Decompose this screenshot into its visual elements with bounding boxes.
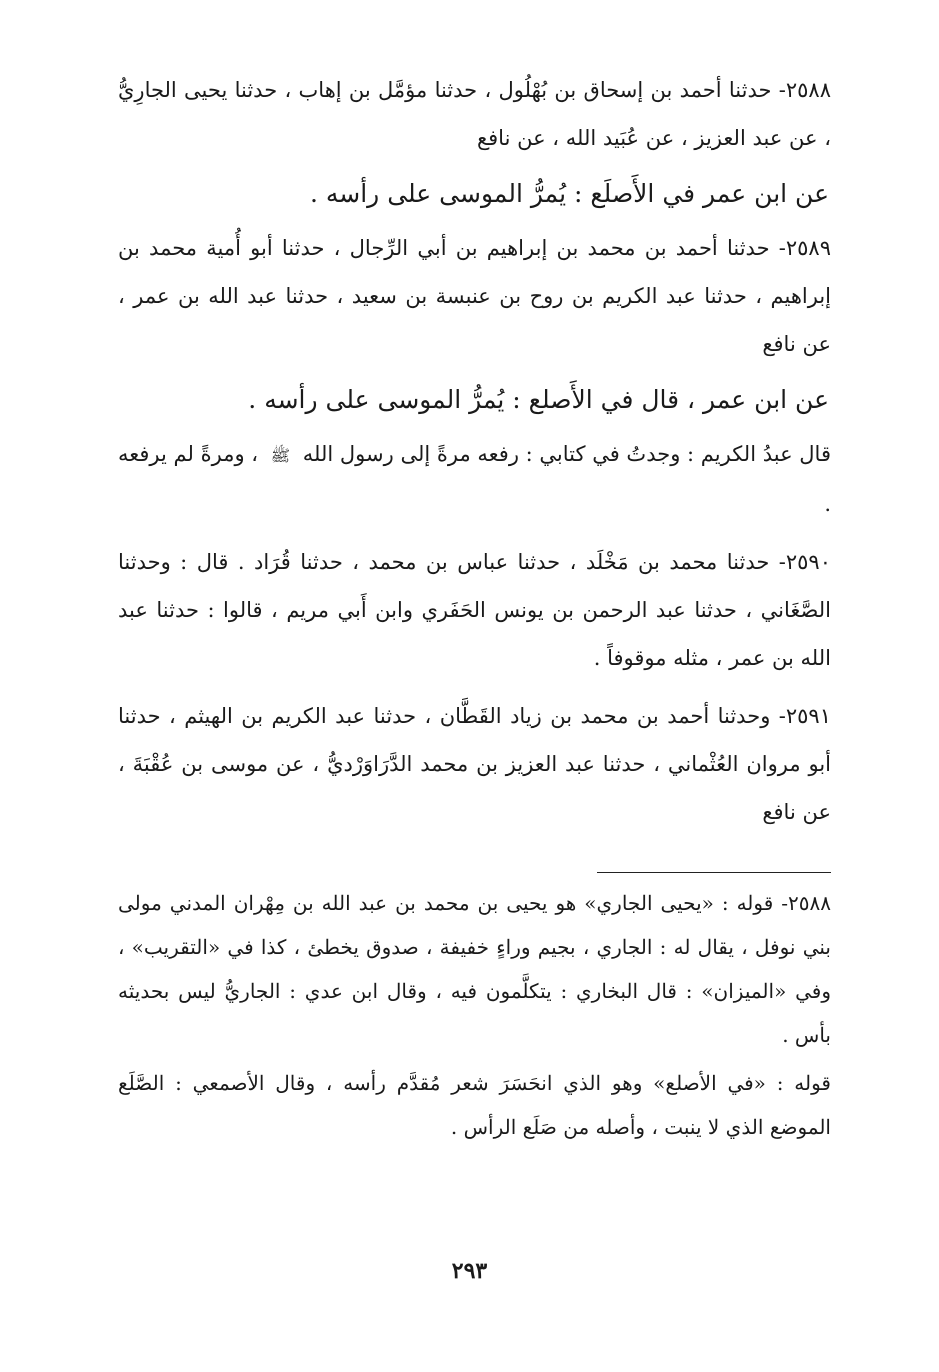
hadith-2588-isnad: ٢٥٨٨- حدثنا أحمد بن إسحاق بن بُهْلُول ، حدثنا مؤمَّل بن إهاب ، حدثنا يحيى الجارِيُّ ، عن عبد العزيز ، عن عُبَيد الله ، عن نافع — [118, 78, 831, 150]
footnote-asla: قوله : «في الأصلع» وهو الذي انحَسَرَ شعر مُقدَّم رأسه ، وقال الأصمعي : الصَّلَع الموضع الذي لا ينبت ، وأصله من صَلَع الرأس . — [118, 1071, 831, 1139]
salla-symbol-icon: ﷺ — [270, 446, 291, 465]
hadith-2591: ٢٥٩١- وحدثنا أحمد بن محمد بن زياد القَطَّان ، حدثنا عبد الكريم بن الهيثم ، حدثنا أبو مروان العُثْماني ، حدثنا عبد العزيز بن محمد الدَّرَاوَرْديُّ ، عن موسى بن عُقْبَةَ ، عن نافع — [118, 704, 831, 824]
hadith-2589-note — [118, 430, 831, 528]
footnote-divider — [597, 872, 831, 873]
footnote-2588: ٢٥٨٨- قوله : «يحيى الجاري» هو يحيى بن محمد بن عبد الله بن مِهْران المدني مولى بني نوفل ، يقال له : الجاري ، بجيم وراءٍ خفيفة ، صدوق يخطئ ، كذا في «التقريب» ، وفي «الميزان» : قال البخاري : يتكلَّمون فيه ، وقال ابن عدي : الجاريُّ ليس بحديثه بأس . — [118, 891, 831, 1047]
hadith-2588-matn: عن ابن عمر في الأَصلَع : يُمرُّ الموسى على رأسه . — [309, 179, 829, 208]
page-number: ٢٩٣ — [451, 1258, 488, 1284]
hadith-2589-note-before: قال عبدُ الكريم : وجدتُ في كتابي : رفعه مرةً إلى رسول الله — [302, 442, 831, 466]
hadith-2589-isnad: ٢٥٨٩- حدثنا أحمد بن محمد بن إبراهيم بن أبي الرِّجال ، حدثنا أبو أُمية محمد بن إبراهيم ، حدثنا عبد الكريم بن روح بن عنبسة بن سعيد ، حدثنا عبد الله بن عمر ، عن نافع — [118, 236, 831, 356]
hadith-2590: ٢٥٩٠- حدثنا محمد بن مَخْلَد ، حدثنا عباس بن محمد ، حدثنا قُرَاد . قال : وحدثنا الصَّغَاني ، حدثنا عبد الرحمن بن يونس الحَفَري وابن أَبي مريم ، قالوا : حدثنا عبد الله بن عمر ، مثله موقوفاً . — [118, 550, 831, 670]
hadith-2589-note-after: ، ومرةً لم يرفعه . — [118, 442, 831, 516]
hadith-2589-matn: عن ابن عمر ، قال في الأَصلع : يُمرُّ الموسى على رأسه . — [248, 385, 829, 414]
